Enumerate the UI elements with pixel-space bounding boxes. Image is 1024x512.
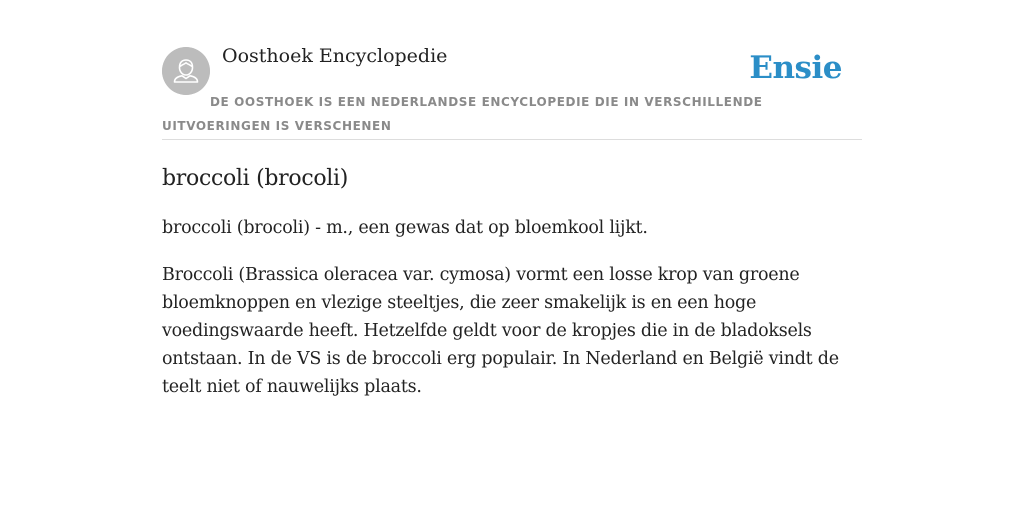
source-header bbox=[162, 0, 862, 140]
brand-logo[interactable]: Ensie bbox=[749, 50, 842, 86]
source-description: DE OOSTHOEK IS EEN NEDERLANDSE ENCYCLOPEDIE DIE IN VERSCHILLENDE UITVOERINGEN IS VERSCHENEN bbox=[162, 95, 763, 133]
article bbox=[162, 160, 862, 401]
article-definition: broccoli (brocoli) - m., een gewas dat op bloemkool lijkt. bbox=[162, 218, 648, 238]
header-divider bbox=[162, 139, 862, 140]
article-title: broccoli (brocoli) bbox=[162, 166, 349, 191]
article-body: Broccoli (Brassica oleracea var. cymosa) vormt een losse krop van groene bloemknoppen en vlezige steeltjes, die zeer smakelijk is en een hoge voedingswaarde heeft. Hetzelfde geldt voor de kropjes die in de bladoksels ontstaan. In de VS is de broccoli erg populair. In Nederland en België vindt de teelt niet of nauwelijks plaats. bbox=[162, 265, 839, 397]
page-container bbox=[162, 0, 862, 512]
user-silhouette-icon[interactable] bbox=[162, 47, 210, 95]
source-name[interactable]: Oosthoek Encyclopedie bbox=[222, 45, 448, 67]
